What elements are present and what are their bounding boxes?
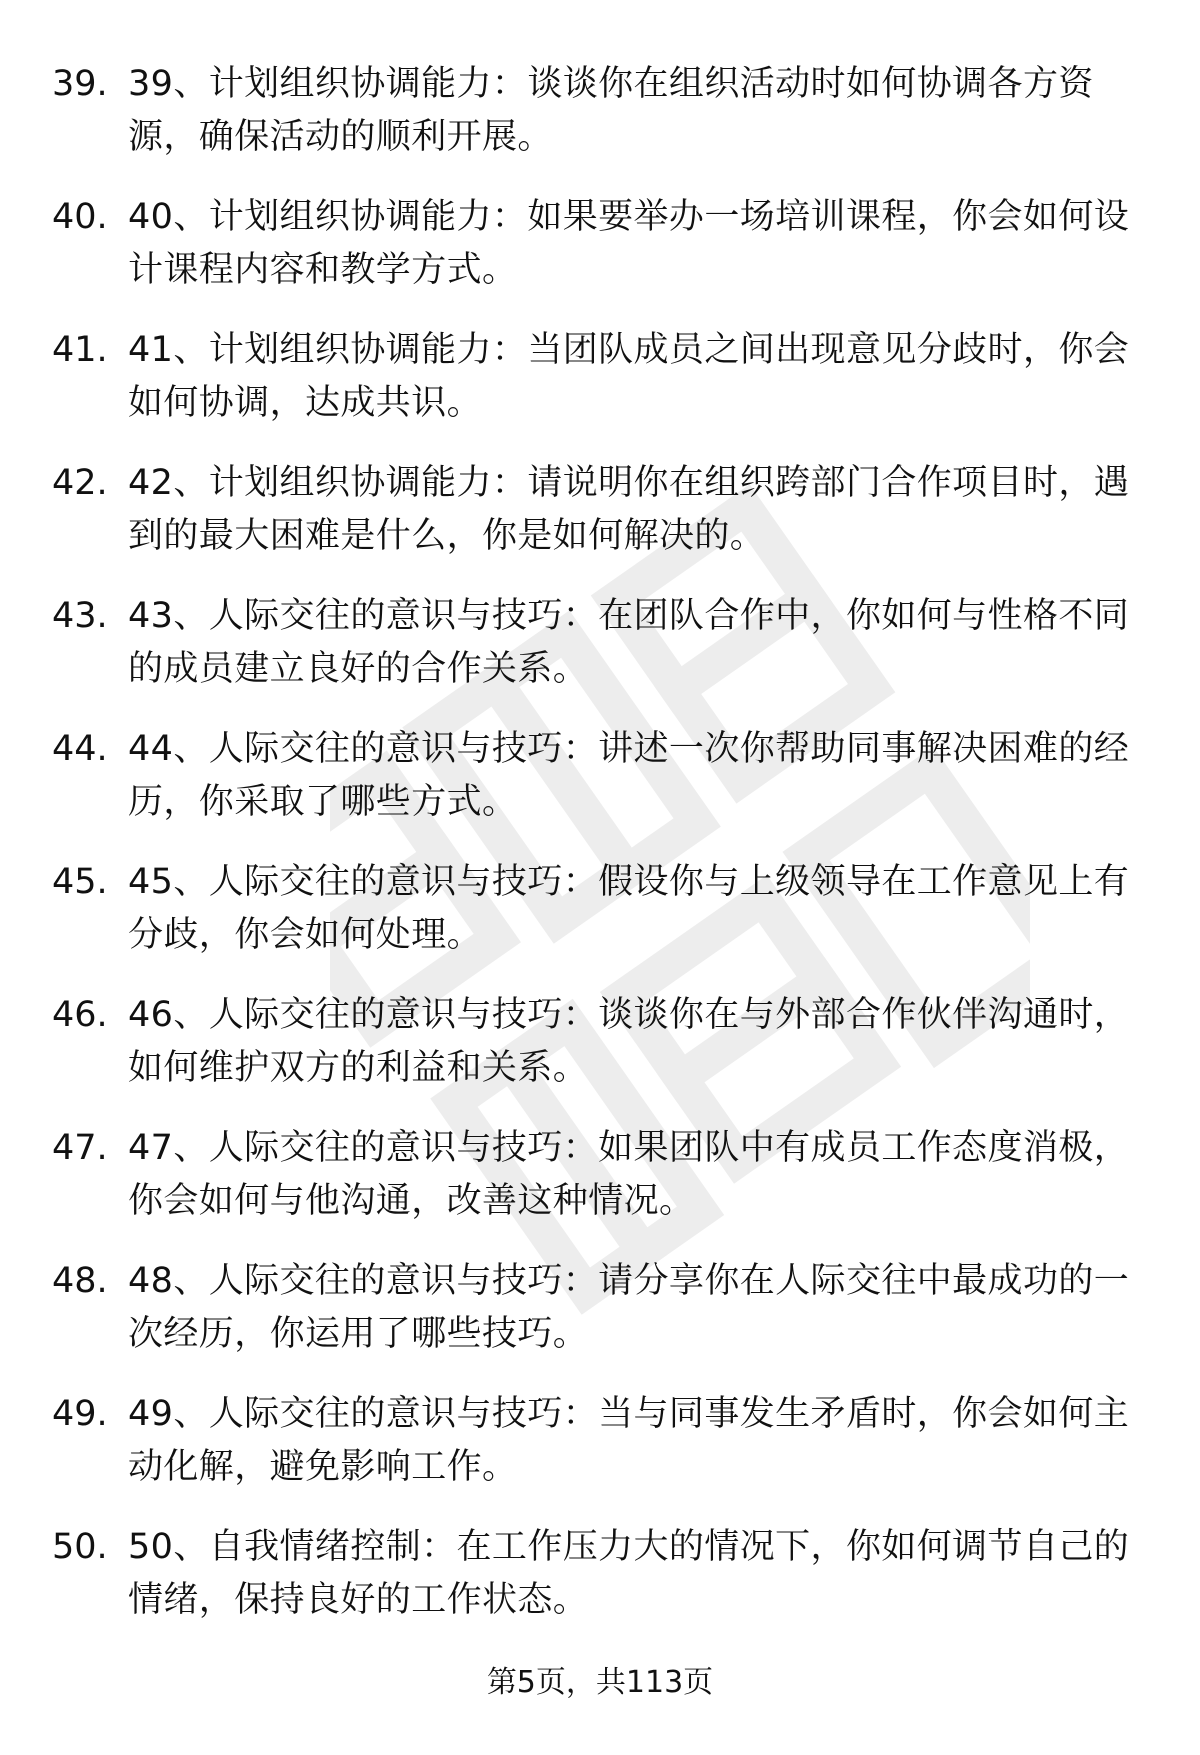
- item-text: 39、计划组织协调能力：谈谈你在组织活动时如何协调各方资源，确保活动的顺利开展。: [128, 64, 1094, 157]
- list-item: [0, 856, 1200, 963]
- item-number: 47.: [52, 1128, 108, 1168]
- item-text: 42、计划组织协调能力：请说明你在组织跨部门合作项目时，遇到的最大困难是什么，你是如何解决的。: [128, 463, 1130, 556]
- item-text: 46、人际交往的意识与技巧：谈谈你在与外部合作伙伴沟通时，如何维护双方的利益和关系。: [128, 995, 1130, 1088]
- item-number: 43.: [52, 596, 108, 636]
- item-text: 43、人际交往的意识与技巧：在团队合作中，你如何与性格不同的成员建立良好的合作关系。: [128, 596, 1130, 689]
- item-text: 50、自我情绪控制：在工作压力大的情况下，你如何调节自己的情绪，保持良好的工作状态。: [128, 1527, 1130, 1620]
- question-list: [0, 58, 1200, 1654]
- item-number: 48.: [52, 1261, 108, 1301]
- item-text: 41、计划组织协调能力：当团队成员之间出现意见分歧时，你会如何协调，达成共识。: [128, 330, 1130, 423]
- list-item: [0, 989, 1200, 1096]
- item-text: 40、计划组织协调能力：如果要举办一场培训课程，你会如何设计课程内容和教学方式。: [128, 197, 1130, 290]
- item-text: 47、人际交往的意识与技巧：如果团队中有成员工作态度消极，你会如何与他沟通，改善这种情况。: [128, 1128, 1130, 1221]
- item-text: 45、人际交往的意识与技巧：假设你与上级领导在工作意见上有分歧，你会如何处理。: [128, 862, 1130, 955]
- page-number-footer: 第5页，共113页: [486, 1665, 714, 1700]
- item-text: 49、人际交往的意识与技巧：当与同事发生矛盾时，你会如何主动化解，避免影响工作。: [128, 1394, 1130, 1487]
- list-item: [0, 723, 1200, 830]
- item-text: 48、人际交往的意识与技巧：请分享你在人际交往中最成功的一次经历，你运用了哪些技巧。: [128, 1261, 1130, 1354]
- item-number: 41.: [52, 330, 108, 370]
- list-item: [0, 324, 1200, 431]
- item-number: 44.: [52, 729, 108, 769]
- item-number: 40.: [52, 197, 108, 237]
- item-number: 50.: [52, 1527, 108, 1567]
- item-number: 46.: [52, 995, 108, 1035]
- item-number: 39.: [52, 64, 108, 104]
- list-item: [0, 457, 1200, 564]
- list-item: [0, 1388, 1200, 1495]
- list-item: [0, 1255, 1200, 1362]
- list-item: [0, 590, 1200, 697]
- item-number: 45.: [52, 862, 108, 902]
- item-number: 42.: [52, 463, 108, 503]
- list-item: [0, 1521, 1200, 1628]
- item-number: 49.: [52, 1394, 108, 1434]
- item-text: 44、人际交往的意识与技巧：讲述一次你帮助同事解决困难的经历，你采取了哪些方式。: [128, 729, 1130, 822]
- list-item: [0, 58, 1200, 165]
- list-item: [0, 191, 1200, 298]
- list-item: [0, 1122, 1200, 1229]
